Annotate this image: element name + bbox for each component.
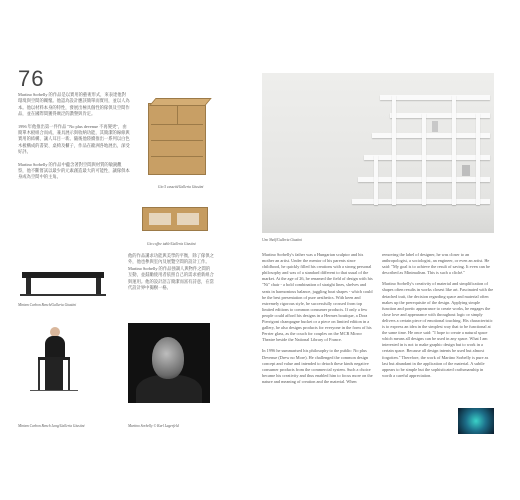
right-col2-paragraph-1: removing the label of designer, he was closer to an anthropologist, a sociologist, an engineer, or even an artist. He said: "My goal is to achieve the result of saving. It even can be described as Minimalism. This is such a cliché."	[382, 252, 490, 276]
coffee-table-caption: Gio coffee table/Galleria Giustini	[147, 242, 196, 246]
portrait-image	[128, 323, 210, 403]
left-paragraph-2: 1996 年他推出第一件作品 "No plus devenue 不再變更"，由簡單木板組合而成，兼具展示與收納功能，其簡潔的線條與實用的結構，讓人耳目一新。隨後他陸續推出一系列以白色木板構成的書架、桌椅及櫃子，作品在歐洲各地展出，深受好評。	[18, 123, 130, 155]
cabinet-image	[148, 103, 206, 175]
page-number: 76	[18, 66, 45, 91]
man-on-chair-image	[18, 320, 110, 406]
bench-leg-left	[26, 278, 31, 294]
bench-caption: Miriam Carbon Bench/Galleria Giustini	[18, 303, 77, 307]
shelf-photo	[262, 73, 494, 233]
cabinet-caption: Gio 5 cassetti/Galleria Giustini	[158, 185, 204, 189]
chair-caption: Miriam Carbon Bench Long/Galleria Giustini	[18, 424, 85, 428]
chair-leg-left	[38, 360, 40, 390]
bench-image	[22, 272, 104, 278]
thumbnail-image	[458, 408, 494, 434]
right-text-column-2	[382, 252, 494, 379]
chair-leg-right	[68, 360, 70, 390]
right-col1-paragraph-2: In 1996 he summarised his philosophy to the public: No plus Devenue (Drew no More). He challenged the common design concept and value and intended to detach these kinds negative consumer products from the commercial system. Such a choice became his creativity and thus enabled him to focus more on the nature and meaning of creation and the material. When	[262, 348, 373, 384]
right-col1-paragraph-1: Martino Sorbelly's father was a Hungarian sculptor and his mother an artist. Under the mentor of his parents since childhood, he quickly filled his creations with a strong personal philosophy and was of a standard different to that usual of the market. At the age of 26, he renamed the field of design with his "Ni" chair - a bold combination of straight lines, shelves and seats in harmonious balance, juggling boat shapes - which could be the best presentation of pure aesthetics. With keen and extremely rigorous style, he successfully crossed from top limited editions to common consumer products. If only a few people could afford his designs in a Hermes boutique, a Dora Pierrigoni champagne bucket or a piece on limited edition in a gallery, he also designs products for everyone in the form of his Perrier glass, as the couch for couples on the MCR Mirror Theatre beside the National Library of France.	[262, 252, 373, 343]
right-text-column-1	[262, 252, 374, 385]
chair-seat	[38, 357, 70, 360]
man-legs	[45, 360, 63, 390]
bench-leg-right	[96, 278, 101, 294]
right-col2-paragraph-2: Martino Sorbelly's creativity of material and simplification of shapes often results in works closest like art. Fascinated with the detached trait, the decision regarding space and material often makes up the prerequisite of the design. Applying simple function and poetic appearance to create works, he engages the close love and appearance with throughout logic or simply delivers a certain piece of emotional touching. His characteristic is to express an idea in the simplest way that to be functional at the same time. He once said: "I hope to create a natural space which means all designs can be used in any space. What I am interested in is not to make graphic design but to work in a certain space. Because all design intents be used but almost forgotten." Therefore, the work of Martino Sorbelly is pure as last but abundant in the application of the material. A subtle appears to be simple but the sophisticated craftsmanship in worth a careful appreciation.	[382, 281, 494, 378]
portrait-caption: Martino Sorbelly © Karl Lagerfeld	[128, 424, 179, 428]
left-paragraph-1: Martino Sorbelly 的作品是以實用的藝術形式，來表達他對環境與空間的關懷。他認為設計應該簡單而實用，並以人為本。他以材料本身的特性，發展出極具個性的傢俱及空間作品，並在國際間獲得廣泛的讚譽與肯定。	[18, 92, 130, 117]
middle-paragraph: 他的作品講求功能與美學的平衡，除了傢俱之外，他也參與室內及展覽空間的設計工作。Martino Sorbelly 的作品強調人與物件之間的互動，並鼓勵使用者依照自己的需求重新組合與運用。他的設計語言簡潔而富有詩意，在當代設計界中獨樹一格。	[128, 253, 214, 291]
left-text-column	[18, 92, 130, 181]
left-paragraph-3: Martino Sorbelly 的作品中蘊含著對空間與材質的敏銳觀察，他不斷嘗試以最少的元素創造最大的可能性，讓傢俱本身成為空間中的主角。	[18, 161, 130, 180]
coffee-table-image	[142, 207, 208, 231]
bench-base	[20, 294, 106, 296]
chair-base	[30, 390, 78, 391]
middle-text-column	[128, 253, 214, 291]
shelf-photo-caption: Uno Shelf/Galleria Giustini	[262, 238, 302, 242]
